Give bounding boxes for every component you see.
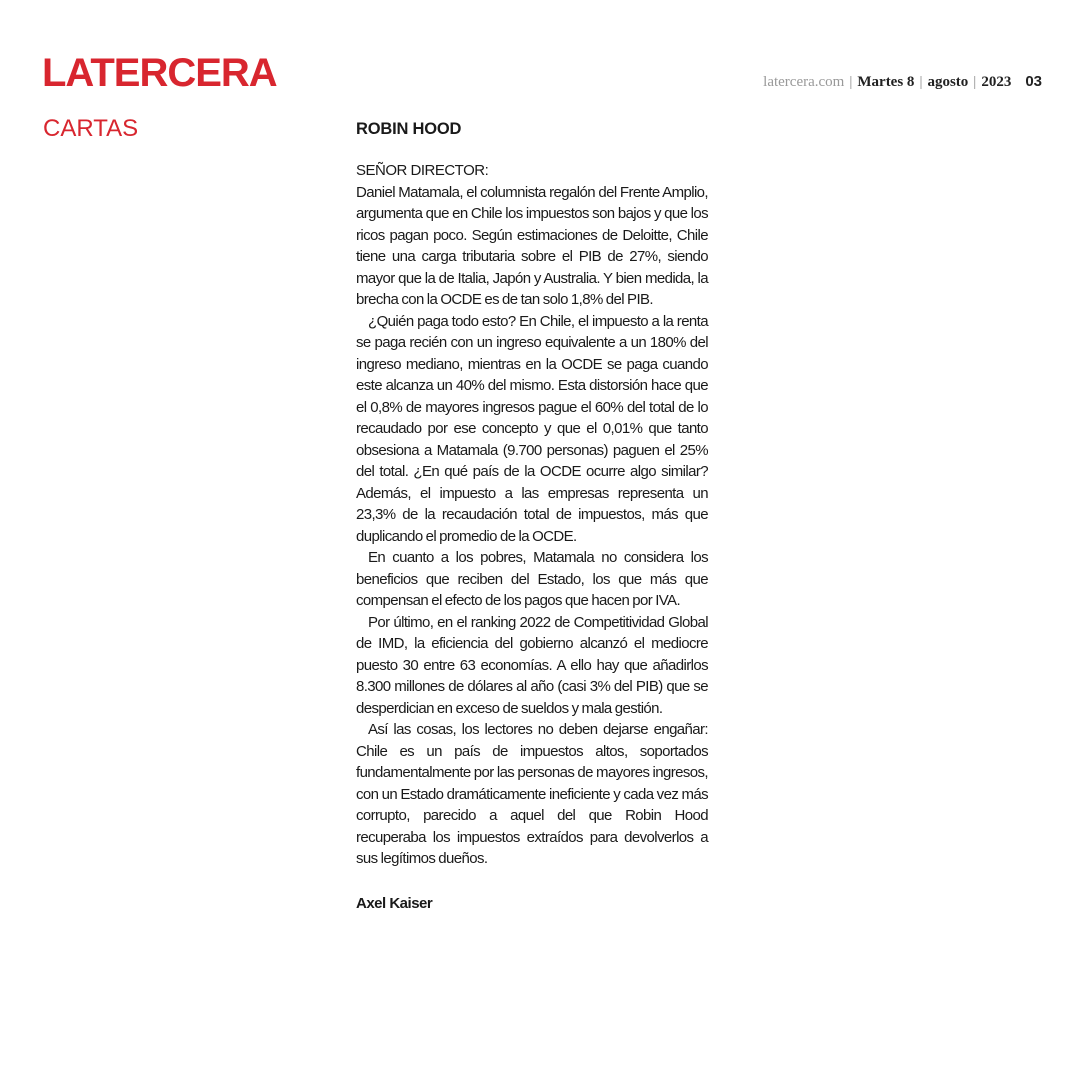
letter-paragraph: En cuanto a los pobres, Matamala no considera los beneficios que reciben del Estado, los que más que compensan el efecto de los pagos que hacen por IVA. (356, 549, 708, 609)
letter-headline: ROBIN HOOD (356, 120, 462, 138)
section-title: CARTAS (43, 115, 139, 142)
newspaper-logo: LATERCERA (42, 51, 277, 95)
separator: | (849, 74, 853, 90)
date-day: Martes 8 (857, 74, 915, 90)
separator: | (919, 74, 923, 90)
site-url: latercera.com (763, 74, 845, 90)
letter-salutation: SEÑOR DIRECTOR: (356, 162, 489, 179)
date-year: 2023 (981, 74, 1012, 90)
page-header-info (763, 72, 1042, 92)
letter-paragraph: ¿Quién paga todo esto? En Chile, el impuesto a la renta se paga recién con un ingreso equivalente a un 180% del ingreso mediano, mientras en la OCDE se paga cuando este alcanza un 40% del mismo. Esta distorsión hace que el 0,8% de mayores ingresos pague el 60% del total de lo recaudado por ese concepto y que el 0,01% que tanto obsesiona a Matamala (9.700 personas) paguen el 25% del total. ¿En qué país de la OCDE ocurre algo similar? Además, el impuesto a las empresas representa un 23,3% de la recaudación total de impuestos, más que duplicando el promedio de la OCDE. (356, 312, 708, 545)
letter-paragraph: Así las cosas, los lectores no deben dejarse engañar: Chile es un país de impuestos altos, soportados fundamentalmente por las personas de mayores ingresos, con un Estado dramáticamente ineficiente y cada vez más corrupto, parecido a aquel del que Robin Hood recuperaba los impuestos extraídos para devolverlos a sus legítimos dueños. (356, 721, 708, 867)
letter-paragraph: Daniel Matamala, el columnista regalón del Frente Amplio, argumenta que en Chile los impuestos son bajos y que los ricos pagan poco. Según estimaciones de Deloitte, Chile tiene una carga tributaria sobre el PIB de 27%, siendo mayor que la de Italia, Japón y Australia. Y bien medida, la brecha con la OCDE es de tan solo 1,8% del PIB. (356, 183, 708, 308)
letter-paragraph: Por último, en el ranking 2022 de Competitividad Global de IMD, la eficiencia del gobierno alcanzó el mediocre puesto 30 entre 63 economías. A ello hay que añadirlos 8.300 millones de dólares al año (casi 3% del PIB) que se desperdician en exceso de sueldos y mala gestión. (356, 613, 708, 717)
letter-article (356, 118, 708, 914)
page-number: 03 (1025, 73, 1042, 90)
separator: | (973, 74, 977, 90)
letter-author: Axel Kaiser (356, 894, 433, 912)
date-month: agosto (927, 74, 969, 90)
